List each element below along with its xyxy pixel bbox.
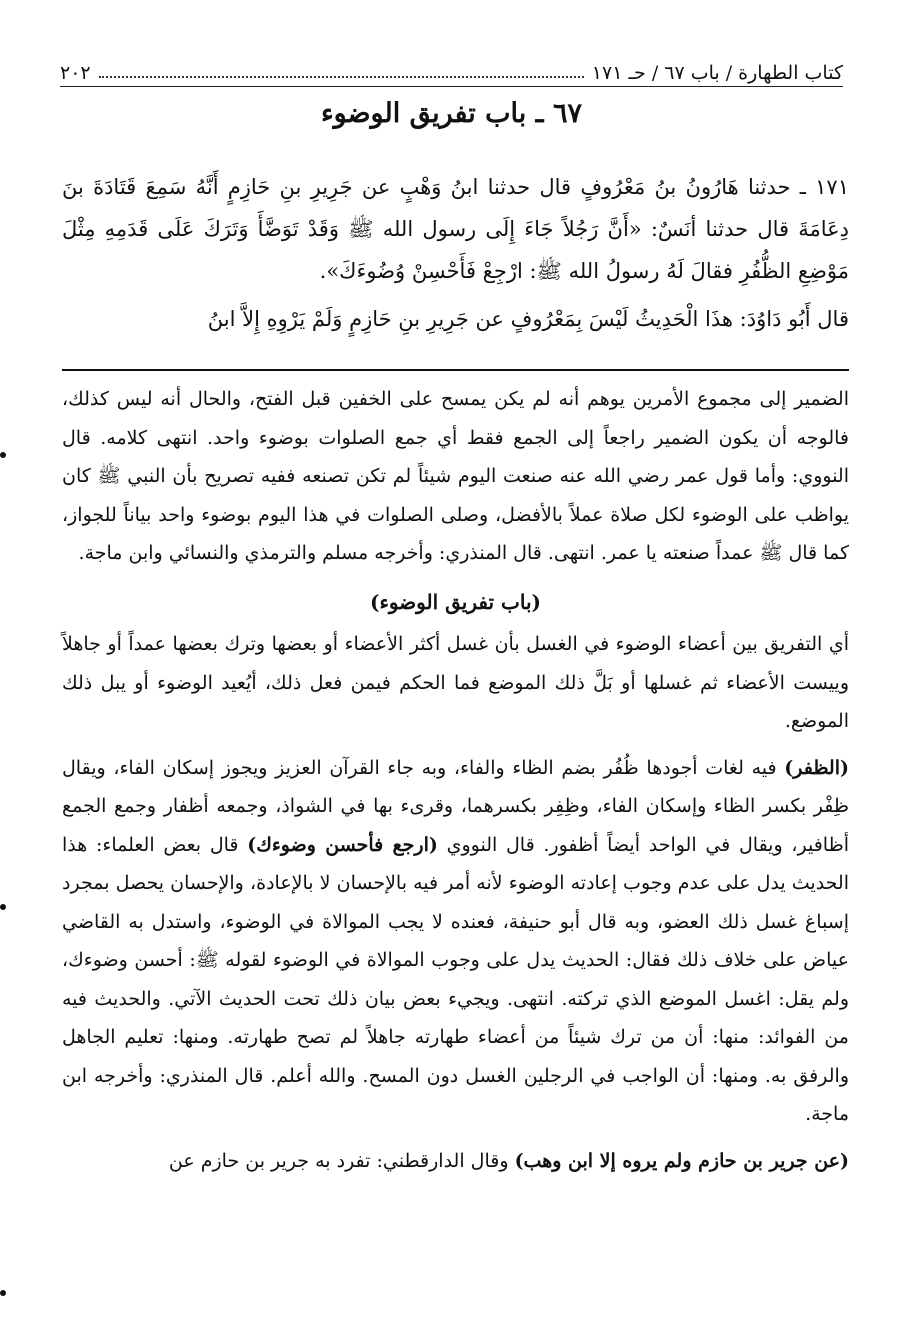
commentary-sub-heading: (باب تفريق الوضوء) (369, 589, 541, 614)
commentary-paragraph-3-text-b: قال بعض العلماء: هذا الحديث يدل على عدم وجوب إعادته الوضوء لأنه أمر فيه بالإحسان لا بالإعادة، والإحسان يحصل بمجرد إسباغ غسل ذلك العضو، وبه قال أبو حنيفة، فعنده لا يجب الموالاة في الوضوء، واستدل به القاضي عياض على خلاف ذلك فقال: الحديث يدل على وجوب الموالاة في الوضوء لقوله ﷺ: أحسن وضوءك، ولم يقل: اغسل الموضع الذي تركته. انتهى. ويجيء بعض بيان ذلك تحت الحديث الآتي. والحديث فيه من الفوائد: منها: أن من ترك شيئاً من أعضاء طهارته جاهلاً لم تصح طهارته. ومنها: تعليم الجاهل والرفق به. ومنها: أن الواجب في الرجلين الغسل دون المسح. والله أعلم. قال المنذري: وأخرجه ابن ماجة. (62, 833, 849, 1125)
page-header (60, 56, 843, 84)
commentary-paragraph-3 (62, 749, 849, 1134)
commentary-paragraph-4-text: وقال الدارقطني: تفرد به جرير بن حازم عن (168, 1149, 515, 1172)
margin-mark (0, 1290, 6, 1296)
footnote-separator (62, 369, 849, 371)
header-dot-leader (99, 76, 584, 78)
margin-mark (0, 904, 6, 910)
commentary-block (62, 380, 849, 1180)
header-rule (60, 86, 843, 87)
hadith-text: ١٧١ ـ حدثنا هَارُونُ بنُ مَعْرُوفٍ قال حدثنا ابنُ وَهْبٍ عن جَرِيرِ بنِ حَازِمٍ أَنَّهُ سَمِعَ قَتَادَةَ بنَ دِعَامَةَ قال حدثنا أنَسٌ: «أَنَّ رَجُلاً جَاءَ إِلَى رسول الله ﷺ وَقَدْ تَوَضَّأَ وَتَرَكَ عَلَى قَدَمِهِ مِثْلَ مَوْضِعِ الظُّفُرِ فقالَ لَهُ رسولُ الله ﷺ: ارْجِعْ فَأَحْسِنْ وُضُوءَكَ». (62, 175, 849, 283)
lemma-jarir: (عن جرير بن حازم ولم يروه إلا ابن وهب) (514, 1149, 849, 1172)
hadith-author-note: قال أَبُو دَاوُدَ: هذَا الْحَدِيثُ لَيْسَ بِمَعْرُوفٍ عن جَرِيرِ بنِ حَازِمٍ وَلَمْ يَرْوِهِ إِلاَّ ابنُ (207, 307, 849, 331)
commentary-paragraph-1: الضمير إلى مجموع الأمرين يوهم أنه لم يكن يمسح على الخفين قبل الفتح، والحال أنه ليس كذلك، فالوجه أن يكون الضمير راجعاً إلى الجمع فقط أي جمع الصلوات بوضوء واحد. انتهى كلامه. قال النووي: وأما قول عمر رضي الله عنه صنعت اليوم شيئاً لم تكن تصنعه ففيه تصريح بأن النبي ﷺ كان يواظب على الوضوء لكل صلاة عملاً بالأفضل، وصلى الصلوات في هذا اليوم بوضوء واحد بياناً للجواز، كما قال ﷺ عمداً صنعته يا عمر. انتهى. قال المنذري: وأخرجه مسلم والترمذي والنسائي وابن ماجة. (62, 388, 849, 564)
lemma-zufr: (الظفر) (784, 756, 849, 779)
running-title: كتاب الطهارة / باب ٦٧ / حـ ١٧١ (591, 62, 843, 84)
chapter-title: ٦٧ ـ باب تفريق الوضوء (320, 98, 583, 129)
lemma-irji: (ارجع فأحسن وضوءك) (247, 833, 438, 856)
hadith-text-block (62, 166, 849, 340)
commentary-paragraph-3-text-a: فيه لغات أجودها ظُفُر بضم الظاء والفاء، وبه جاء القرآن العزيز ويجوز إسكان الفاء، ويقال ظِفْر بكسر الظاء وإسكان الفاء، وظِفِر بكسرهما، وقرىء بها في الشواذ، وجمعه أظفار وجمع الجمع أظافير، ويقال في الواحد أيضاً أظفور. قال النووي (62, 756, 849, 856)
commentary-paragraph-2: أي التفريق بين أعضاء الوضوء في الغسل بأن غسل أكثر الأعضاء أو بعضها وترك بعضها عمداً أو جاهلاً وييست الأعضاء ثم غسلها أو بَلَّ ذلك الموضع فما الحكم فيمن فعل ذلك، أيُعيد الوضوء أو يبل ذلك الموضع. (62, 633, 849, 732)
margin-mark (0, 452, 6, 458)
commentary-paragraph-4 (62, 1142, 849, 1181)
page-number: ٢٠٢ (60, 62, 91, 84)
